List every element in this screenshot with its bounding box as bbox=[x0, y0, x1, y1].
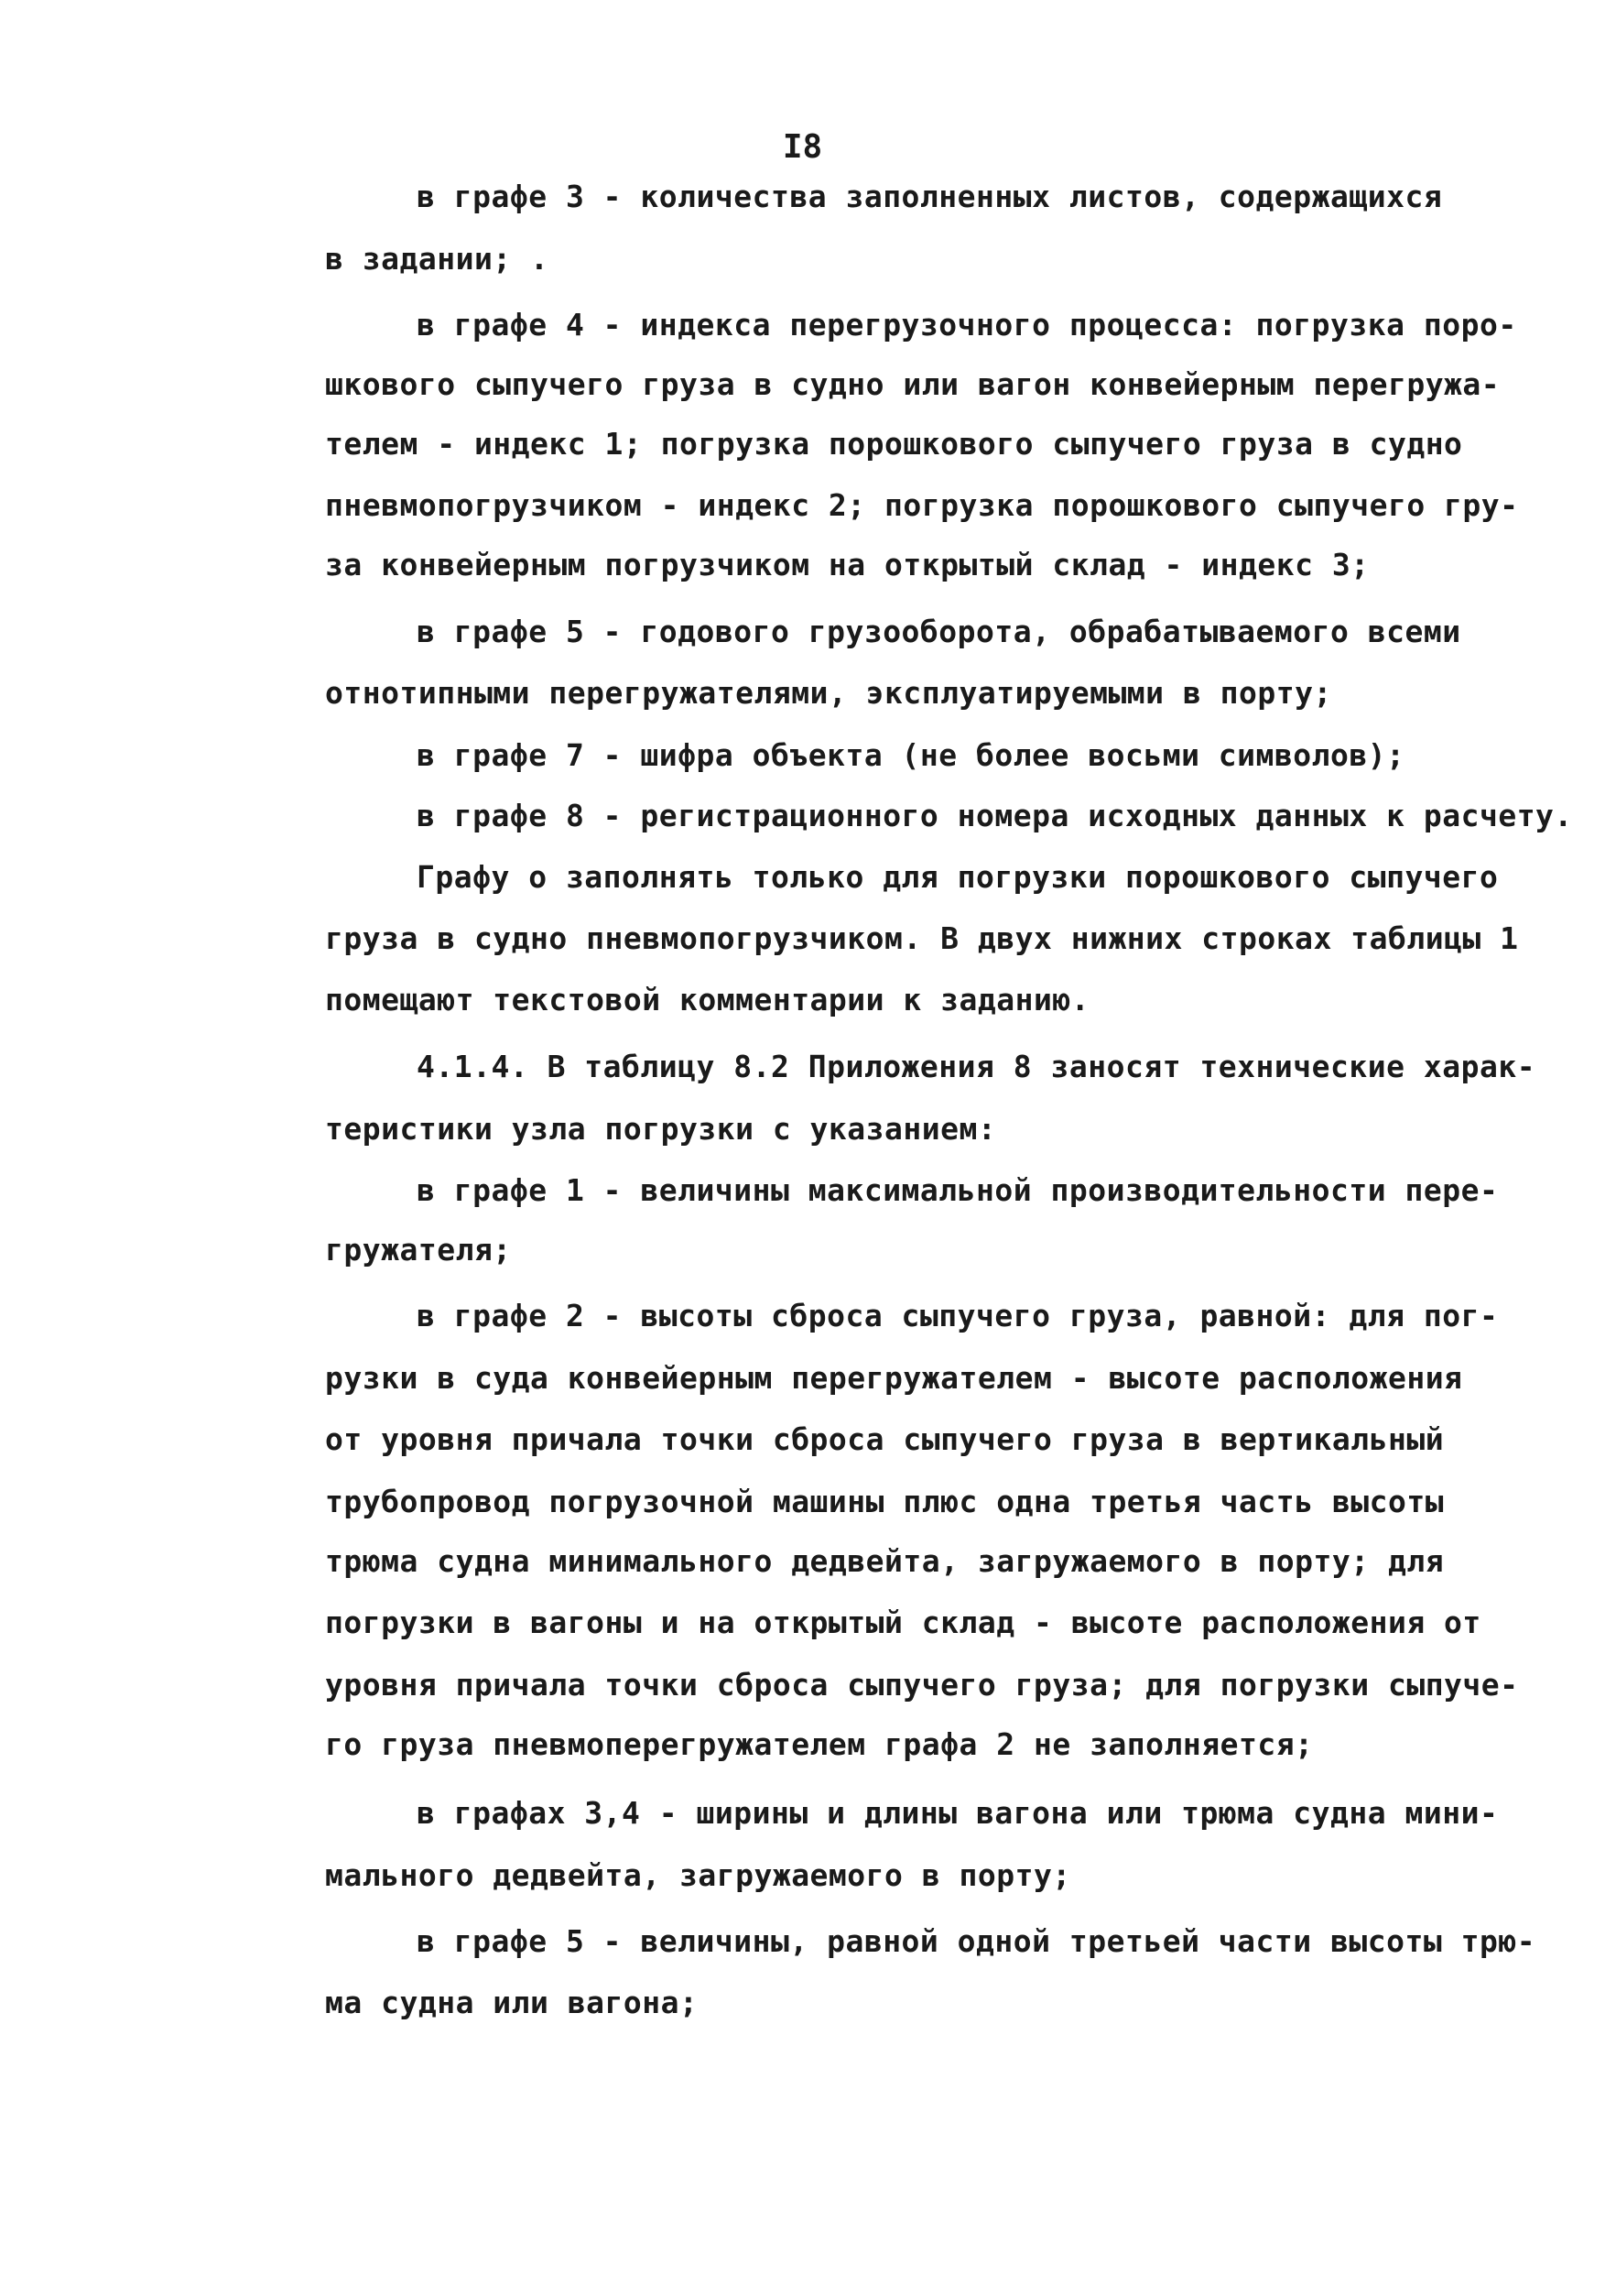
paragraph-first-line: в графе 5 - величины, равной одной третьей части высоты трю- bbox=[417, 1923, 1536, 1959]
paragraph-line: ма судна или вагона; bbox=[325, 1985, 699, 2020]
paragraph-first-line: в графе 8 - регистрационного номера исходных данных к расчету. bbox=[417, 798, 1573, 833]
paragraph-line: шкового сыпучего груза в судно или вагон конвейерным перегружа- bbox=[325, 366, 1501, 402]
paragraph-line: уровня причала точки сброса сыпучего груза; для погрузки сыпуче- bbox=[325, 1667, 1519, 1703]
paragraph-first-line: в графе 7 - шифра объекта (не более восьми символов); bbox=[417, 737, 1405, 773]
paragraph-line: за конвейерным погрузчиком на открытый склад - индекс 3; bbox=[325, 547, 1370, 582]
paragraph-line: погрузки в вагоны и на открытый склад - высоте расположения от bbox=[325, 1605, 1481, 1640]
paragraph-line: отнотипными перегружателями, эксплуатируемыми в порту; bbox=[325, 675, 1332, 711]
paragraph-line: груза в судно пневмопогрузчиком. В двух нижних строках таблицы 1 bbox=[325, 920, 1519, 956]
paragraph-line: пневмопогрузчиком - индекс 2; погрузка порошкового сыпучего гру- bbox=[325, 487, 1519, 523]
paragraph-line: в задании; . bbox=[325, 241, 549, 277]
page-number: I8 bbox=[782, 128, 823, 166]
paragraph-line: го груза пневмоперегружателем графа 2 не заполняется; bbox=[325, 1726, 1314, 1762]
paragraph-first-line: 4.1.4. В таблицу 8.2 Приложения 8 заносят технические харак- bbox=[417, 1049, 1536, 1084]
paragraph-line: от уровня причала точки сброса сыпучего груза в вертикальный bbox=[325, 1421, 1445, 1457]
paragraph-line: теристики узла погрузки с указанием: bbox=[325, 1111, 997, 1147]
paragraph-first-line: в графе 3 - количества заполненных листов, содержащихся bbox=[417, 179, 1443, 214]
paragraph-first-line: в графах 3,4 - ширины и длины вагона или трюма судна мини- bbox=[417, 1795, 1499, 1831]
paragraph-line: мального дедвейта, загружаемого в порту; bbox=[325, 1857, 1071, 1893]
paragraph-line: помещают текстовой комментарии к заданию. bbox=[325, 982, 1090, 1017]
paragraph-first-line: в графе 4 - индекса перегрузочного процесса: погрузка поро- bbox=[417, 307, 1517, 343]
paragraph-line: гружателя; bbox=[325, 1232, 512, 1268]
paragraph-first-line: в графе 5 - годового грузооборота, обрабатываемого всеми bbox=[417, 614, 1461, 649]
paragraph-first-line: в графе 2 - высоты сброса сыпучего груза, равной: для пог- bbox=[417, 1298, 1499, 1333]
paragraph-line: телем - индекс 1; погрузка порошкового сыпучего груза в судно bbox=[325, 426, 1463, 462]
paragraph-line: рузки в суда конвейерным перегружателем - высоте расположения bbox=[325, 1360, 1463, 1396]
paragraph-line: трубопровод погрузочной машины плюс одна третья часть высоты bbox=[325, 1484, 1445, 1519]
paragraph-first-line: Графу о заполнять только для погрузки порошкового сыпучего bbox=[417, 859, 1499, 895]
paragraph-line: трюма судна минимального дедвейта, загружаемого в порту; для bbox=[325, 1543, 1445, 1579]
paragraph-first-line: в графе 1 - величины максимальной производительности пере- bbox=[417, 1172, 1499, 1208]
